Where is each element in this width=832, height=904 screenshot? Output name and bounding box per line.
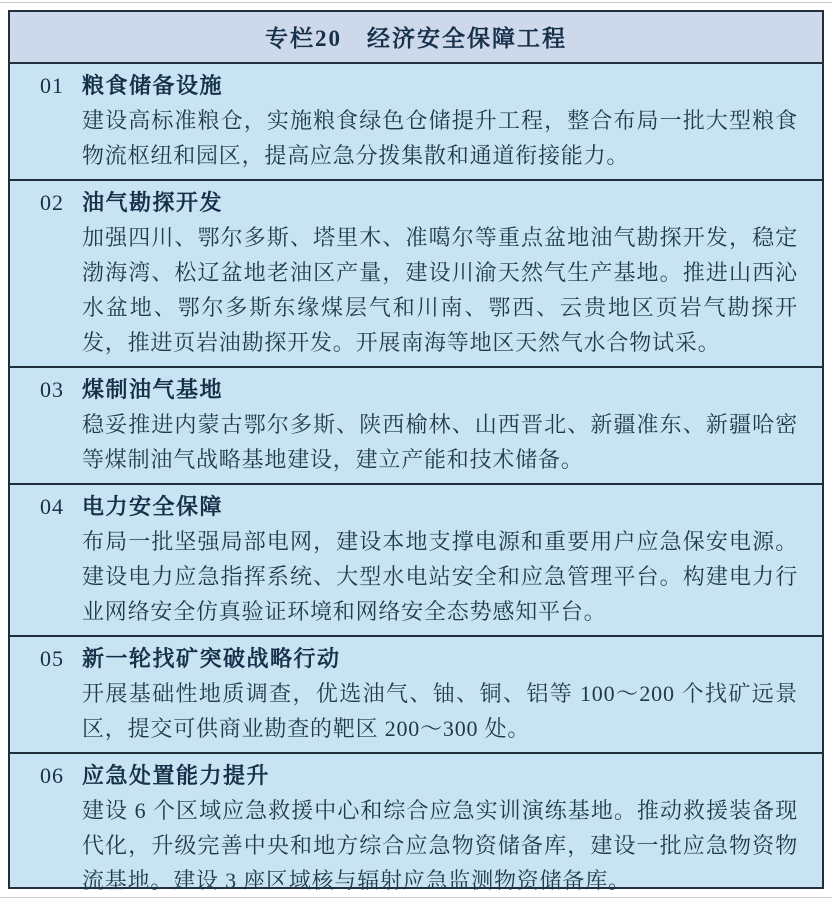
section-head bbox=[40, 185, 798, 220]
section-power-security bbox=[10, 485, 822, 637]
section-head bbox=[40, 68, 798, 103]
section-number: 03 bbox=[40, 377, 64, 402]
section-number: 01 bbox=[40, 73, 64, 98]
section-head bbox=[40, 372, 798, 407]
section-number: 02 bbox=[40, 190, 64, 215]
section-title: 粮食储备设施 bbox=[82, 73, 224, 98]
section-head bbox=[40, 758, 798, 793]
section-number: 06 bbox=[40, 763, 64, 788]
section-number: 04 bbox=[40, 494, 64, 519]
top-edge-divider bbox=[0, 2, 832, 3]
section-body-text: 稳妥推进内蒙古鄂尔多斯、陕西榆林、山西晋北、新疆准东、新疆哈密等煤制油气战略基地建设，建立产能和技术储备。 bbox=[82, 412, 798, 472]
section-number: 05 bbox=[40, 646, 64, 671]
section-mineral-prospecting bbox=[10, 637, 822, 754]
section-head bbox=[40, 641, 798, 676]
panel-title: 专栏20 经济安全保障工程 bbox=[10, 12, 822, 64]
section-title: 应急处置能力提升 bbox=[82, 763, 271, 788]
section-title: 电力安全保障 bbox=[82, 494, 224, 519]
section-emergency-response bbox=[10, 754, 822, 904]
panel-body bbox=[10, 64, 822, 904]
section-oil-gas-exploration bbox=[10, 181, 822, 368]
section-head bbox=[40, 489, 798, 524]
section-title: 新一轮找矿突破战略行动 bbox=[82, 646, 341, 671]
special-column-panel bbox=[8, 10, 824, 893]
section-coal-to-oil-gas-base bbox=[10, 368, 822, 485]
section-grain-storage bbox=[10, 64, 822, 181]
section-body-text: 加强四川、鄂尔多斯、塔里木、准噶尔等重点盆地油气勘探开发，稳定渤海湾、松辽盆地老油区产量，建设川渝天然气生产基地。推进山西沁水盆地、鄂尔多斯东缘煤层气和川南、鄂西、云贵地区页岩气勘探开发，推进页岩油勘探开发。开展南海等地区天然气水合物试采。 bbox=[82, 225, 798, 355]
section-title: 油气勘探开发 bbox=[82, 190, 224, 215]
section-body-text: 建设 6 个区域应急救援中心和综合应急实训演练基地。推动救援装备现代化，升级完善中央和地方综合应急物资储备库，建设一批应急物资物流基地。建设 3 座区域核与辐射应急监测物资储备库。 bbox=[82, 798, 798, 893]
section-body-text: 建设高标准粮仓，实施粮食绿色仓储提升工程，整合布局一批大型粮食物流枢纽和园区，提高应急分拨集散和通道衔接能力。 bbox=[82, 108, 798, 168]
section-title: 煤制油气基地 bbox=[82, 377, 224, 402]
bottom-edge-divider bbox=[0, 897, 832, 898]
section-body-text: 开展基础性地质调查，优选油气、铀、铜、铝等 100～200 个找矿远景区，提交可供商业勘查的靶区 200～300 处。 bbox=[82, 681, 798, 741]
section-body-text: 布局一批坚强局部电网，建设本地支撑电源和重要用户应急保安电源。建设电力应急指挥系统、大型水电站安全和应急管理平台。构建电力行业网络安全仿真验证环境和网络安全态势感知平台。 bbox=[82, 529, 798, 624]
